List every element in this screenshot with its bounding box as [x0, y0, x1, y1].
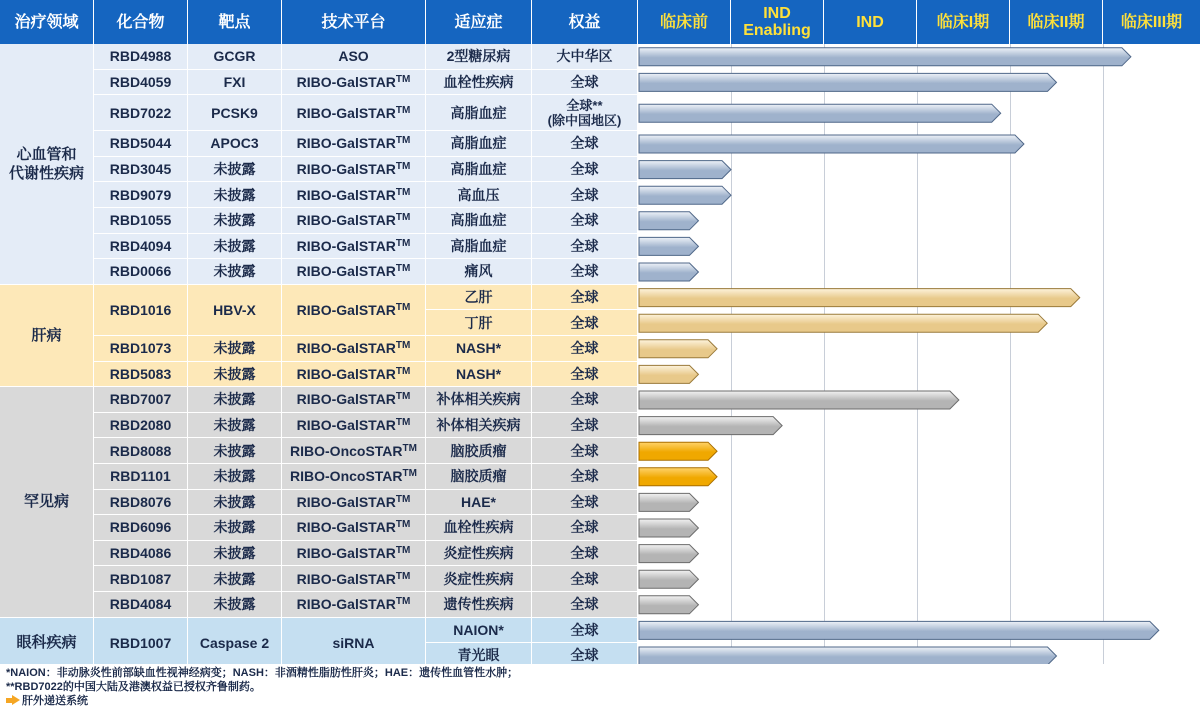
cell-rights: 全球 [532, 131, 638, 157]
cell-indication: 血栓性疾病 [426, 70, 532, 96]
cell-indication: 青光眼 [426, 643, 532, 669]
trademark-sup: TM [402, 442, 417, 454]
cell-indication: 脑胶质瘤 [426, 464, 532, 490]
cell-target: 未披露 [188, 490, 282, 516]
cell-platform: RIBO-GalSTAR TM [282, 285, 426, 336]
trademark-sup: TM [395, 545, 411, 557]
header-indication: 适应症 [426, 0, 532, 44]
cell-compound: RBD1055 [94, 208, 188, 234]
cell-compound: RBD4094 [94, 234, 188, 260]
cell-indication: HAE* [426, 490, 532, 516]
trademark-sup: TM [395, 301, 411, 313]
phase-grid-line [824, 44, 825, 664]
cell-compound: RBD5083 [94, 362, 188, 388]
cell-indication: NASH* [426, 336, 532, 362]
orange-arrow-icon [6, 695, 22, 707]
trademark-sup: TM [395, 263, 411, 275]
cell-indication: 脑胶质瘤 [426, 438, 532, 464]
cell-target: GCGR [188, 44, 282, 70]
footnotes [0, 664, 1200, 717]
trademark-sup: TM [395, 596, 411, 608]
cell-platform: RIBO-GalSTAR TM [282, 541, 426, 567]
header-phase-ind-enabling: IND Enabling [731, 0, 824, 44]
cell-indication: 补体相关疾病 [426, 413, 532, 439]
header-phase-1: 临床I期 [917, 0, 1010, 44]
cell-platform: RIBO-GalSTAR TM [282, 566, 426, 592]
cell-indication: 高脂血症 [426, 234, 532, 260]
cell-compound: RBD3045 [94, 157, 188, 183]
cell-indication: 高脂血症 [426, 157, 532, 183]
cell-target: Caspase 2 [188, 618, 282, 669]
trademark-sup: TM [395, 186, 411, 198]
cell-indication: 炎症性疾病 [426, 541, 532, 567]
cell-target: 未披露 [188, 592, 282, 618]
cell-compound: RBD9079 [94, 182, 188, 208]
trademark-sup: TM [395, 161, 411, 173]
phase-grid-line [1010, 44, 1011, 664]
cell-rights: 全球** (除中国地区) [532, 95, 638, 131]
cell-compound: RBD4988 [94, 44, 188, 70]
cell-indication: 2型糖尿病 [426, 44, 532, 70]
cell-rights: 全球 [532, 182, 638, 208]
cell-rights: 全球 [532, 438, 638, 464]
cell-target: 未披露 [188, 438, 282, 464]
cell-indication: 高脂血症 [426, 95, 532, 131]
cell-indication: 高脂血症 [426, 208, 532, 234]
trademark-sup: TM [395, 391, 411, 403]
footnote-1: *NAION：非动脉炎性前部缺血性视神经病变；NASH：非酒精性脂肪性肝炎；HAE：遗传性血管性水肿； [6, 667, 519, 679]
trademark-sup: TM [395, 365, 411, 377]
cell-platform: RIBO-GalSTAR TM [282, 413, 426, 439]
cell-compound: RBD7007 [94, 387, 188, 413]
cell-target: FXI [188, 70, 282, 96]
cell-rights: 全球 [532, 157, 638, 183]
cell-indication: NAION* [426, 618, 532, 644]
cell-platform: RIBO-GalSTAR TM [282, 490, 426, 516]
cell-rights: 全球 [532, 592, 638, 618]
cell-rights: 大中华区 [532, 44, 638, 70]
cell-platform: RIBO-GalSTAR TM [282, 259, 426, 285]
cell-compound: RBD6096 [94, 515, 188, 541]
phase-grid-line [731, 44, 732, 664]
cell-target: 未披露 [188, 413, 282, 439]
header-target: 靶点 [188, 0, 282, 44]
cell-target: 未披露 [188, 362, 282, 388]
cell-rights: 全球 [532, 618, 638, 644]
cell-rights: 全球 [532, 208, 638, 234]
cell-compound: RBD1073 [94, 336, 188, 362]
cell-target: 未披露 [188, 464, 282, 490]
trademark-sup: TM [395, 493, 411, 505]
cell-platform: siRNA [282, 618, 426, 669]
cell-platform: RIBO-GalSTAR TM [282, 131, 426, 157]
cell-rights: 全球 [532, 515, 638, 541]
cell-target: 未披露 [188, 541, 282, 567]
cell-rights: 全球 [532, 490, 638, 516]
cell-indication: 遗传性疾病 [426, 592, 532, 618]
legend-label: 肝外递送系统 [22, 695, 88, 707]
cell-target: 未披露 [188, 157, 282, 183]
cell-target: 未披露 [188, 259, 282, 285]
trademark-sup: TM [395, 104, 411, 116]
cell-platform: RIBO-GalSTAR TM [282, 182, 426, 208]
cell-rights: 全球 [532, 362, 638, 388]
cell-target: 未披露 [188, 336, 282, 362]
cell-compound: RBD7022 [94, 95, 188, 131]
area-cell: 罕见病 [0, 387, 94, 617]
cell-target: 未披露 [188, 208, 282, 234]
cell-compound: RBD1087 [94, 566, 188, 592]
cell-rights: 全球 [532, 541, 638, 567]
cell-target: 未披露 [188, 182, 282, 208]
cell-indication: 血栓性疾病 [426, 515, 532, 541]
cell-rights: 全球 [532, 643, 638, 669]
header-phase-ind: IND [824, 0, 917, 44]
trademark-sup: TM [395, 340, 411, 352]
cell-target: 未披露 [188, 234, 282, 260]
phase-grid [637, 44, 1199, 664]
cell-indication: 痛风 [426, 259, 532, 285]
cell-compound: RBD1101 [94, 464, 188, 490]
cell-rights: 全球 [532, 234, 638, 260]
cell-compound: RBD0066 [94, 259, 188, 285]
header-area: 治疗领域 [0, 0, 94, 44]
header-phase-preclinical: 临床前 [638, 0, 731, 44]
cell-platform: RIBO-GalSTAR TM [282, 387, 426, 413]
header-phase-2: 临床II期 [1010, 0, 1103, 44]
cell-indication: 高血压 [426, 182, 532, 208]
trademark-sup: TM [395, 212, 411, 224]
cell-compound: RBD5044 [94, 131, 188, 157]
cell-platform: RIBO-OncoSTAR TM [282, 438, 426, 464]
header-rights: 权益 [532, 0, 638, 44]
footnote-2: **RBD7022的中国大陆及港澳权益已授权齐鲁制药。 [6, 681, 261, 693]
header-platform: 技术平台 [282, 0, 426, 44]
trademark-sup: TM [395, 135, 411, 147]
area-cell: 眼科疾病 [0, 618, 94, 669]
cell-indication: 高脂血症 [426, 131, 532, 157]
legend [6, 694, 1194, 708]
trademark-sup: TM [395, 519, 411, 531]
cell-compound: RBD4059 [94, 70, 188, 96]
phase-grid-line [1103, 44, 1104, 664]
cell-target: 未披露 [188, 515, 282, 541]
cell-platform: RIBO-GalSTAR TM [282, 336, 426, 362]
cell-compound: RBD8076 [94, 490, 188, 516]
trademark-sup: TM [395, 417, 411, 429]
cell-indication: 补体相关疾病 [426, 387, 532, 413]
cell-rights: 全球 [532, 566, 638, 592]
cell-platform: RIBO-GalSTAR TM [282, 234, 426, 260]
cell-rights: 全球 [532, 336, 638, 362]
phase-grid-line [917, 44, 918, 664]
trademark-sup: TM [395, 570, 411, 582]
cell-indication: 乙肝 [426, 285, 532, 311]
cell-target: APOC3 [188, 131, 282, 157]
cell-platform: RIBO-GalSTAR TM [282, 362, 426, 388]
cell-compound: RBD8088 [94, 438, 188, 464]
cell-rights: 全球 [532, 464, 638, 490]
cell-platform: RIBO-OncoSTAR TM [282, 464, 426, 490]
cell-compound: RBD4084 [94, 592, 188, 618]
cell-rights: 全球 [532, 285, 638, 311]
trademark-sup: TM [395, 237, 411, 249]
cell-indication: NASH* [426, 362, 532, 388]
cell-platform: RIBO-GalSTAR TM [282, 592, 426, 618]
header-phase-3: 临床III期 [1103, 0, 1200, 44]
cell-target: 未披露 [188, 387, 282, 413]
cell-platform: RIBO-GalSTAR TM [282, 208, 426, 234]
cell-platform: RIBO-GalSTAR TM [282, 70, 426, 96]
cell-compound: RBD1016 [94, 285, 188, 336]
cell-compound: RBD4086 [94, 541, 188, 567]
cell-rights: 全球 [532, 259, 638, 285]
cell-compound: RBD2080 [94, 413, 188, 439]
cell-rights: 全球 [532, 310, 638, 336]
cell-target: HBV-X [188, 285, 282, 336]
header-compound: 化合物 [94, 0, 188, 44]
trademark-sup: TM [395, 73, 411, 85]
cell-indication: 丁肝 [426, 310, 532, 336]
cell-indication: 炎症性疾病 [426, 566, 532, 592]
cell-rights: 全球 [532, 387, 638, 413]
area-cell: 肝病 [0, 285, 94, 387]
cell-compound: RBD1007 [94, 618, 188, 669]
cell-platform: ASO [282, 44, 426, 70]
trademark-sup: TM [402, 468, 417, 480]
cell-platform: RIBO-GalSTAR TM [282, 157, 426, 183]
area-cell: 心血管和 代谢性疾病 [0, 44, 94, 285]
cell-rights: 全球 [532, 70, 638, 96]
cell-target: 未披露 [188, 566, 282, 592]
cell-target: PCSK9 [188, 95, 282, 131]
cell-rights: 全球 [532, 413, 638, 439]
cell-platform: RIBO-GalSTAR TM [282, 95, 426, 131]
cell-platform: RIBO-GalSTAR TM [282, 515, 426, 541]
